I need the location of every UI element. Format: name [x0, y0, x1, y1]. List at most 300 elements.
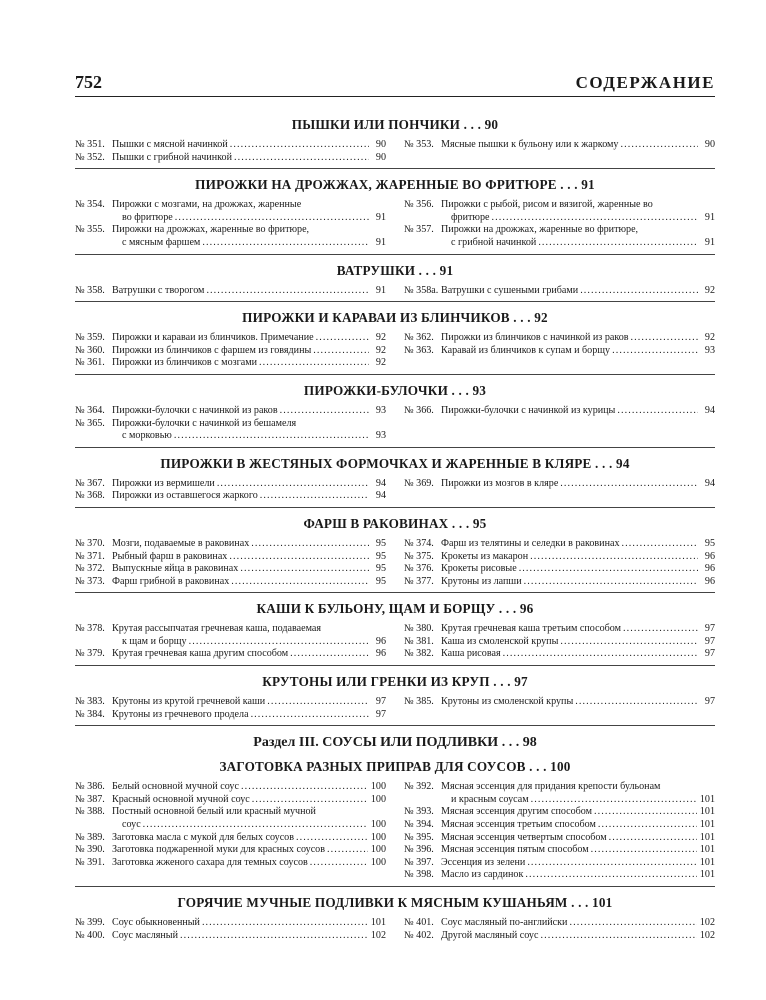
entry-title: соус	[122, 819, 141, 831]
entry-body	[112, 709, 386, 722]
toc-entry	[75, 648, 386, 661]
entry-body	[112, 405, 386, 418]
entry-title: Фарш из телятины и селедки в раковинах	[441, 537, 620, 549]
entry-body	[112, 696, 386, 709]
entry-number: № 363.	[404, 344, 434, 356]
column-right	[404, 917, 715, 942]
entry-body	[112, 844, 386, 857]
entry-number: № 352.	[75, 151, 105, 163]
entry-line	[112, 930, 386, 943]
entry-title: Пышки с грибной начинкой	[112, 151, 232, 163]
column-right	[404, 623, 715, 661]
entry-number: № 358.	[75, 284, 105, 296]
entry-title: Пирожки на дрожжах, жаренные во фритюре,	[112, 224, 310, 236]
toc-entry	[404, 806, 715, 819]
entry-body	[441, 551, 715, 564]
section-divider	[75, 301, 715, 302]
entry-title: Крутая рассыпчатая гречневая каша, подаваемая	[112, 623, 322, 635]
column-left	[75, 478, 386, 503]
dot-leader	[631, 332, 698, 345]
dot-leader	[251, 709, 369, 722]
toc-entry	[404, 538, 715, 551]
toc-entry	[404, 844, 715, 857]
entry-line	[112, 357, 386, 370]
dot-leader	[316, 332, 369, 345]
entry-title: Эссенция из зелени	[441, 856, 526, 868]
entry-line	[112, 832, 386, 845]
dot-leader	[525, 869, 697, 882]
dot-leader	[538, 237, 698, 250]
entry-number: № 355.	[75, 224, 105, 236]
entry-line	[441, 224, 715, 237]
entry-body	[112, 794, 386, 807]
section-title: ПИРОЖКИ В ЖЕСТЯНЫХ ФОРМОЧКАХ И ЖАРЕННЫЕ В КЛЯРЕ . . . 94	[160, 455, 630, 471]
section-title: ФАРШ В РАКОВИНАХ . . . 95	[303, 515, 487, 531]
entry-title: Пирожки с рыбой, рисом и вязигой, жаренные во	[441, 199, 653, 211]
entry-title: с морковью	[122, 430, 172, 442]
entry-number: № 399.	[75, 917, 105, 928]
entry-page: 100	[370, 844, 386, 856]
entry-page: 101	[699, 819, 715, 831]
entry-number: № 383.	[75, 696, 105, 708]
entry-title: Пирожки из вермишели	[112, 477, 215, 489]
entry-line	[112, 405, 386, 418]
entry-body	[112, 781, 386, 794]
entry-number: № 371.	[75, 550, 105, 562]
toc-entry	[75, 806, 386, 831]
entry-line	[441, 794, 715, 807]
entry-body	[441, 819, 715, 832]
entry-body	[441, 857, 715, 870]
toc-entry	[75, 781, 386, 794]
section-divider	[75, 592, 715, 593]
entry-number: № 387.	[75, 793, 105, 805]
column-left	[75, 917, 386, 942]
toc-entry	[404, 819, 715, 832]
entry-title: Белый основной мучной соус	[112, 781, 239, 793]
entry-page: 96	[375, 648, 386, 660]
entry-line	[112, 806, 386, 819]
entry-title: Крутая гречневая каша другим способом	[112, 648, 289, 660]
entry-page: 100	[370, 831, 386, 843]
dot-leader	[217, 478, 369, 491]
entry-title: Крокеты рисовые	[441, 563, 517, 575]
dot-leader	[575, 696, 698, 709]
section-divider	[75, 168, 715, 169]
entry-page: 101	[699, 793, 715, 805]
column-right	[404, 285, 715, 298]
entry-page: 91	[375, 284, 386, 296]
dot-leader	[519, 563, 698, 576]
entry-body	[441, 832, 715, 845]
entry-line	[112, 418, 386, 431]
entry-page: 102	[699, 917, 715, 928]
section-divider	[75, 665, 715, 666]
column-left	[75, 332, 386, 370]
entry-title: Пирожки из мозгов в кляре	[441, 477, 559, 489]
column-left	[75, 285, 386, 298]
entry-title: Постный основной белый или красный мучной	[112, 806, 316, 818]
dot-leader	[491, 212, 698, 225]
entry-body	[441, 563, 715, 576]
toc-entry	[75, 844, 386, 857]
page-header	[75, 72, 715, 97]
toc-entry	[75, 139, 386, 152]
entry-title: Каша рисовая	[441, 648, 501, 660]
entry-line	[112, 696, 386, 709]
entry-line	[441, 576, 715, 589]
dot-leader	[234, 152, 369, 165]
dot-leader	[296, 832, 368, 845]
entry-line	[112, 237, 386, 250]
entry-title: Пирожки из блинчиков с фаршем из говядины	[112, 344, 312, 356]
table-of-contents	[75, 117, 715, 942]
column-right	[404, 332, 715, 370]
entry-page: 91	[704, 211, 715, 223]
entry-page: 94	[704, 477, 715, 489]
entry-body	[112, 648, 386, 661]
dot-leader	[290, 648, 369, 661]
toc-entry	[75, 332, 386, 345]
entry-body	[112, 285, 386, 298]
toc-entry	[404, 869, 715, 882]
entry-number: № 379.	[75, 648, 105, 660]
entry-body	[441, 538, 715, 551]
entry-line	[112, 917, 386, 930]
entry-title: Заготовка поджаренной муки для красных соусов	[112, 844, 325, 856]
entry-title: Пирожки из оставшегося жаркого	[112, 490, 258, 502]
entry-body	[112, 418, 386, 443]
entry-line	[441, 696, 715, 709]
entry-body	[441, 478, 715, 491]
section-title: КРУТОНЫ ИЛИ ГРЕНКИ ИЗ КРУП . . . 97	[262, 674, 528, 690]
toc-entry	[75, 224, 386, 249]
toc-entry	[75, 345, 386, 358]
toc-entry	[404, 478, 715, 491]
entry-page: 90	[375, 139, 386, 150]
dot-leader	[202, 237, 369, 250]
section-columns	[75, 332, 715, 370]
entry-line	[112, 478, 386, 491]
dot-leader	[230, 139, 369, 152]
entry-title: Фарш грибной в раковинах	[112, 575, 230, 587]
toc-entry	[75, 357, 386, 370]
dot-leader	[569, 917, 696, 930]
entry-page: 101	[699, 806, 715, 818]
entry-number: № 362.	[404, 332, 434, 344]
entry-number: № 359.	[75, 332, 105, 344]
entry-number: № 378.	[75, 623, 105, 635]
entry-title: Мясная эссенция четвертым способом	[441, 831, 607, 843]
entry-page: 96	[704, 563, 715, 575]
entry-line	[441, 857, 715, 870]
entry-body	[112, 139, 386, 152]
entry-title: Ватрушки с творогом	[112, 284, 205, 296]
dot-leader	[251, 538, 369, 551]
entry-line	[112, 551, 386, 564]
entry-line	[112, 576, 386, 589]
entry-line	[441, 806, 715, 819]
entry-title: Другой масляный соус	[441, 929, 539, 941]
column-left	[75, 696, 386, 721]
entry-title: Пышки с мясной начинкой	[112, 139, 228, 150]
entry-number: № 388.	[75, 806, 105, 818]
entry-page: 96	[704, 575, 715, 587]
entry-number: № 375.	[404, 550, 434, 562]
column-left	[75, 538, 386, 588]
dot-leader	[229, 551, 369, 564]
entry-title: фритюре	[451, 211, 490, 223]
entry-page: 101	[699, 869, 715, 881]
dot-leader	[189, 636, 369, 649]
entry-number: № 386.	[75, 781, 105, 793]
toc-entry	[404, 563, 715, 576]
dot-leader	[240, 563, 369, 576]
entry-line	[112, 538, 386, 551]
entry-body	[112, 345, 386, 358]
entry-page: 93	[704, 344, 715, 356]
toc-entry	[404, 648, 715, 661]
entry-body	[441, 806, 715, 819]
entry-page: 97	[704, 696, 715, 708]
dot-leader	[175, 212, 369, 225]
entry-number: № 357.	[404, 224, 434, 236]
entry-page: 92	[375, 344, 386, 356]
entry-line	[112, 857, 386, 870]
entry-body	[441, 345, 715, 358]
entry-page: 92	[704, 332, 715, 344]
entry-number: № 389.	[75, 831, 105, 843]
entry-body	[441, 332, 715, 345]
toc-entry	[404, 917, 715, 930]
section-title: КАШИ К БУЛЬОНУ, ЩАМ И БОРЩУ . . . 96	[256, 601, 534, 617]
dot-leader	[623, 623, 698, 636]
toc-entry	[404, 139, 715, 152]
dot-leader	[530, 551, 698, 564]
entry-body	[112, 478, 386, 491]
dot-leader	[622, 538, 698, 551]
entry-body	[112, 490, 386, 503]
entry-line	[441, 819, 715, 832]
entry-title: и красным соусам	[451, 793, 529, 805]
toc-entry	[404, 832, 715, 845]
dot-leader	[560, 636, 698, 649]
entry-body	[441, 648, 715, 661]
column-right	[404, 405, 715, 443]
dot-leader	[241, 781, 368, 794]
entry-line	[441, 405, 715, 418]
entry-line	[112, 345, 386, 358]
toc-entry	[75, 576, 386, 589]
entry-line	[441, 551, 715, 564]
dot-leader	[591, 844, 697, 857]
dot-leader	[259, 357, 369, 370]
toc-entry	[404, 696, 715, 709]
entry-line	[441, 478, 715, 491]
toc-entry	[404, 623, 715, 636]
entry-number: № 374.	[404, 537, 434, 549]
entry-number: № 356.	[404, 199, 434, 211]
entry-number: № 385.	[404, 696, 434, 708]
section-columns	[75, 917, 715, 942]
entry-line	[441, 237, 715, 250]
entry-line	[112, 623, 386, 636]
entry-page: 91	[704, 236, 715, 248]
entry-body	[441, 405, 715, 418]
entry-page: 95	[375, 575, 386, 587]
entry-number: № 376.	[404, 563, 434, 575]
dot-leader	[313, 345, 369, 358]
toc-entry	[75, 794, 386, 807]
entry-line	[112, 212, 386, 225]
entry-title: с мясным фаршем	[122, 236, 201, 248]
entry-page: 101	[370, 917, 386, 928]
toc-entry	[404, 345, 715, 358]
entry-body	[441, 869, 715, 882]
toc-entry	[404, 332, 715, 345]
entry-number: № 394.	[404, 819, 434, 831]
entry-page: 97	[704, 623, 715, 635]
dot-leader	[280, 405, 369, 418]
entry-page: 90	[375, 151, 386, 163]
section-title: ПЫШКИ ИЛИ ПОНЧИКИ . . . 90	[291, 117, 499, 132]
entry-page: 97	[704, 635, 715, 647]
toc-entry	[404, 405, 715, 418]
entry-number: № 392.	[404, 781, 434, 793]
dot-leader	[580, 285, 698, 298]
entry-page: 91	[375, 236, 386, 248]
entry-body	[112, 576, 386, 589]
entry-title: Мясные пышки к бульону или к жаркому	[441, 139, 619, 150]
entry-page: 94	[375, 477, 386, 489]
entry-page: 100	[370, 781, 386, 793]
entry-title: Рыбный фарш в раковинах	[112, 550, 228, 562]
entry-page: 93	[375, 430, 386, 442]
entry-body	[112, 930, 386, 943]
dot-leader	[524, 576, 698, 589]
toc-entry	[75, 418, 386, 443]
toc-entry	[75, 917, 386, 930]
toc-entry	[75, 551, 386, 564]
entry-title: Масло из сардинок	[441, 869, 524, 881]
toc-entry	[75, 832, 386, 845]
entry-title: Заготовка жженого сахара для темных соусов	[112, 856, 308, 868]
entry-page: 92	[375, 332, 386, 344]
entry-title: Пирожки-булочки с начинкой из раков	[112, 404, 278, 416]
entry-line	[112, 430, 386, 443]
toc-entry	[75, 857, 386, 870]
entry-line	[112, 794, 386, 807]
section-title: ВАТРУШКИ . . . 91	[336, 262, 454, 278]
section-columns	[75, 405, 715, 443]
column-right	[404, 199, 715, 249]
entry-line	[112, 709, 386, 722]
entry-body	[441, 696, 715, 709]
entry-number: № 360.	[75, 344, 105, 356]
entry-number: № 377.	[404, 575, 434, 587]
entry-title: Ватрушки с сушеными грибами	[441, 284, 579, 296]
dot-leader	[267, 696, 369, 709]
entry-line	[112, 139, 386, 152]
entry-page: 97	[375, 696, 386, 708]
part-title: Раздел III. СОУСЫ ИЛИ ПОДЛИВКИ . . . 98	[253, 735, 537, 751]
toc-entry	[75, 285, 386, 298]
entry-line	[441, 345, 715, 358]
entry-number: № 369.	[404, 477, 434, 489]
dot-leader	[503, 648, 698, 661]
entry-title: Соус масляный по-английски	[441, 917, 568, 928]
entry-number: № 384.	[75, 708, 105, 720]
entry-line	[112, 648, 386, 661]
toc-entry	[404, 199, 715, 224]
entry-line	[112, 819, 386, 832]
toc-entry	[75, 709, 386, 722]
dot-leader	[540, 930, 696, 943]
section-divider	[75, 886, 715, 887]
column-right	[404, 478, 715, 503]
entry-number: № 393.	[404, 806, 434, 818]
section-columns	[75, 478, 715, 503]
toc-entry	[404, 285, 715, 298]
toc-entry	[75, 199, 386, 224]
entry-page: 101	[699, 856, 715, 868]
entry-body	[441, 623, 715, 636]
entry-page: 101	[699, 844, 715, 856]
entry-line	[441, 648, 715, 661]
entry-title: Крутоны из гречневого продела	[112, 708, 249, 720]
column-left	[75, 781, 386, 882]
entry-title: Пирожки из блинчиков с начинкой из раков	[441, 332, 629, 344]
dot-leader	[180, 930, 368, 943]
entry-title: Мясная эссенция для придания крепости бульонам	[441, 781, 661, 793]
entry-page: 94	[704, 404, 715, 416]
page-number: 752	[75, 72, 102, 92]
entry-page: 93	[375, 404, 386, 416]
entry-page: 102	[370, 929, 386, 941]
entry-line	[441, 869, 715, 882]
entry-number: № 361.	[75, 357, 105, 369]
entry-page: 96	[704, 550, 715, 562]
entry-page: 96	[375, 635, 386, 647]
section-columns	[75, 696, 715, 721]
entry-page: 94	[375, 490, 386, 502]
entry-body	[441, 930, 715, 943]
entry-body	[112, 832, 386, 845]
toc-page	[75, 72, 715, 942]
entry-body	[441, 781, 715, 806]
entry-title: Соус масляный	[112, 929, 178, 941]
section-columns	[75, 623, 715, 661]
entry-page: 95	[704, 537, 715, 549]
entry-line	[441, 563, 715, 576]
entry-body	[112, 332, 386, 345]
entry-number: № 358а.	[404, 284, 439, 296]
dot-leader	[202, 917, 368, 930]
section-columns	[75, 199, 715, 249]
entry-title: Мясная эссенция другим способом	[441, 806, 593, 818]
entry-line	[441, 139, 715, 152]
section-divider	[75, 374, 715, 375]
dot-leader	[143, 819, 368, 832]
entry-number: № 397.	[404, 856, 434, 868]
entry-line	[112, 781, 386, 794]
column-right	[404, 696, 715, 721]
entry-number: № 367.	[75, 477, 105, 489]
entry-title: Мозги, подаваемые в раковинах	[112, 537, 250, 549]
entry-line	[112, 844, 386, 857]
entry-line	[441, 538, 715, 551]
dot-leader	[617, 405, 698, 418]
